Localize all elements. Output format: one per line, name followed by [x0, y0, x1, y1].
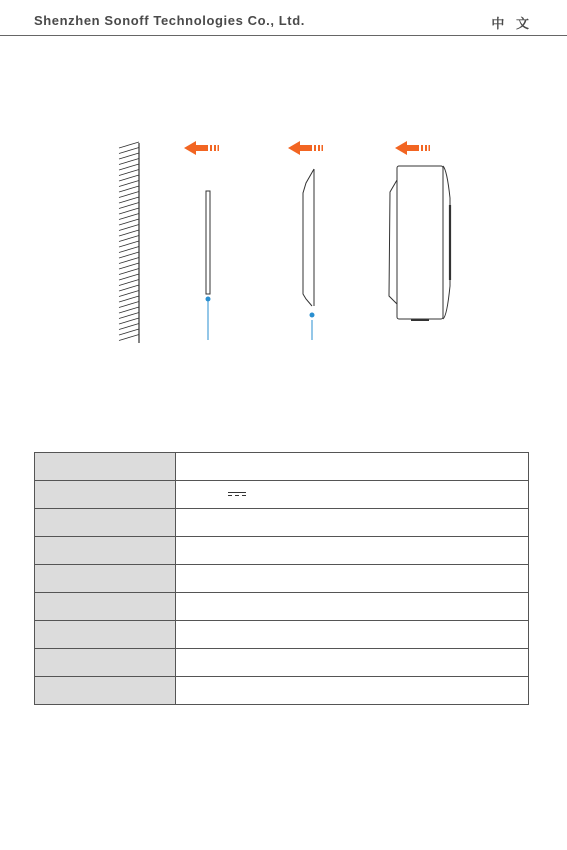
mounting-plate [206, 191, 211, 340]
spec-label [35, 649, 176, 677]
arrow-left-icon [288, 141, 323, 155]
table-row [35, 537, 529, 565]
table-row [35, 565, 529, 593]
spec-label [35, 621, 176, 649]
company-name: Shenzhen Sonoff Technologies Co., Ltd. [34, 13, 305, 28]
table-row [35, 509, 529, 537]
table-row [35, 649, 529, 677]
spec-value [176, 677, 529, 705]
wall-hatch [119, 142, 139, 343]
device-body [389, 166, 450, 321]
arrow-left-icon [395, 141, 430, 155]
spec-value [176, 621, 529, 649]
spec-value [176, 565, 529, 593]
base-plate [303, 169, 315, 340]
spec-label [35, 481, 176, 509]
table-row [35, 453, 529, 481]
header-divider [0, 35, 567, 36]
spec-label [35, 537, 176, 565]
spec-label [35, 509, 176, 537]
table-row [35, 621, 529, 649]
table-row [35, 593, 529, 621]
dc-symbol-icon [228, 492, 246, 498]
spec-value [176, 509, 529, 537]
spec-value [176, 593, 529, 621]
spec-label [35, 593, 176, 621]
arrow-left-icon [184, 141, 219, 155]
spec-value [176, 649, 529, 677]
spec-label [35, 565, 176, 593]
specification-table [34, 452, 529, 705]
page-header [0, 0, 567, 36]
language-label: 中 文 [491, 16, 533, 31]
spec-label [35, 453, 176, 481]
table-row [35, 481, 529, 509]
spec-value [176, 453, 529, 481]
spec-value [176, 537, 529, 565]
spec-value [176, 481, 529, 509]
spec-label [35, 677, 176, 705]
installation-diagram [0, 130, 567, 350]
table-row [35, 677, 529, 705]
